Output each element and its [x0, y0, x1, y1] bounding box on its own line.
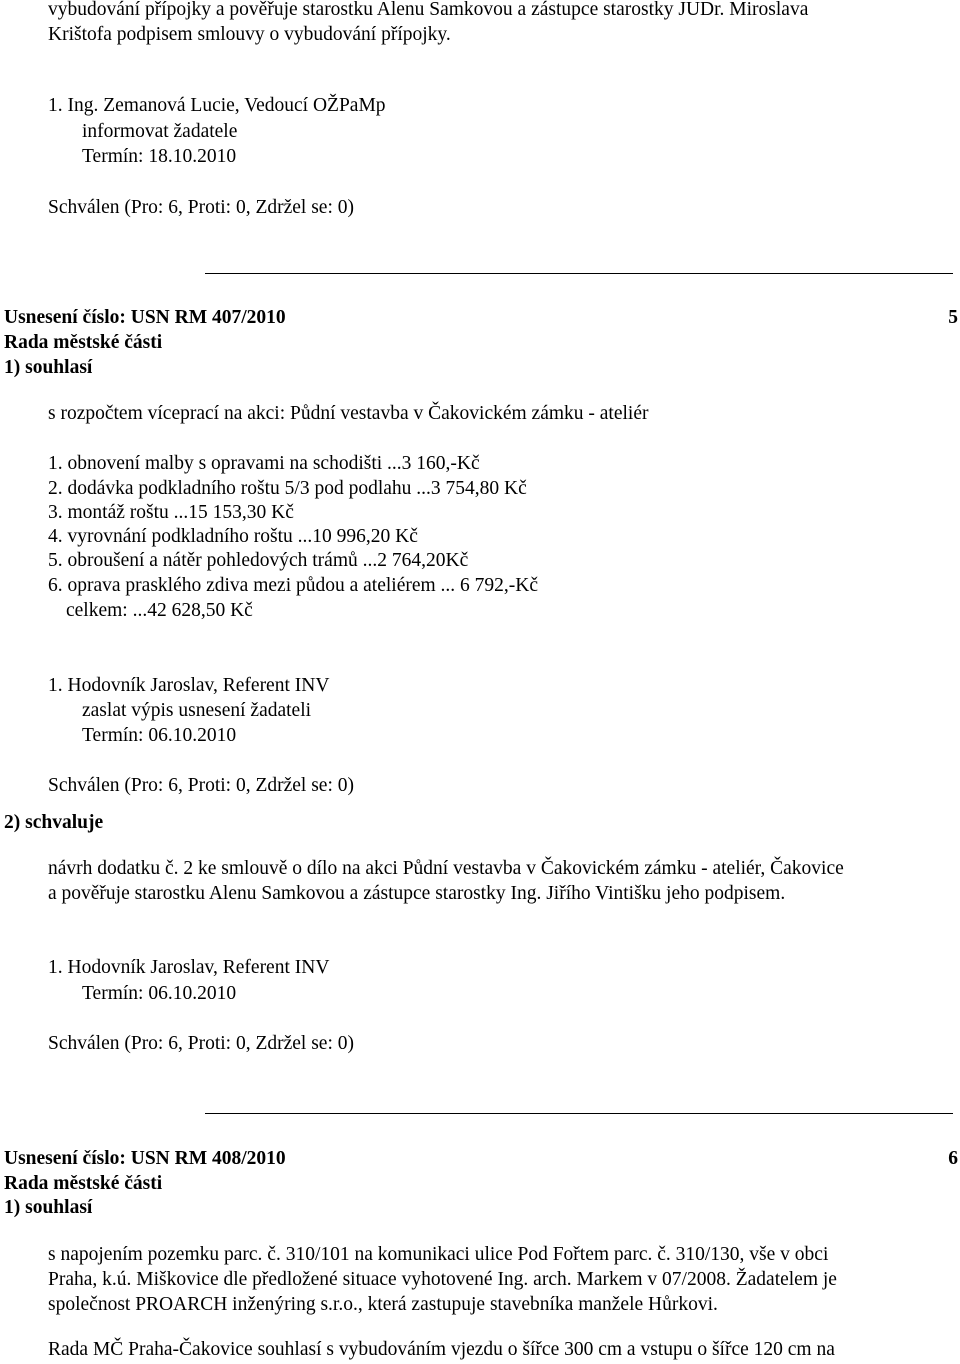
point-label: 2) schvaluje	[4, 812, 104, 833]
text-line: návrh dodatku č. 2 ke smlouvě o dílo na akci Půdní vestavba v Čakovickém zámku - ateliér, Čakovice	[48, 858, 844, 879]
task-deadline: Termín: 06.10.2010	[82, 725, 237, 746]
point-label: 1) souhlasí	[4, 357, 93, 378]
approval-line: Schválen (Pro: 6, Proti: 0, Zdržel se: 0)	[48, 1033, 354, 1054]
page-number: 5	[948, 307, 958, 328]
task-assignee: 1. Hodovník Jaroslav, Referent INV	[48, 957, 330, 978]
section-divider	[205, 273, 953, 274]
task-deadline: Termín: 06.10.2010	[82, 983, 237, 1004]
text-line: vybudování přípojky a pověřuje starostku Alenu Samkovou a zástupce starostky JUDr. Miroslava	[48, 0, 809, 20]
resolution-title: Usnesení číslo: USN RM 407/2010	[4, 307, 286, 328]
text-line: Praha, k.ú. Miškovice dle předložené situace vyhotovené Ing. arch. Markem v 07/2008. Žadatelem je	[48, 1269, 837, 1290]
budget-item: 1. obnovení malby s opravami na schodišti ...3 160,-Kč	[48, 453, 480, 474]
task-action: zaslat výpis usnesení žadateli	[82, 700, 312, 721]
task-assignee: 1. Ing. Zemanová Lucie, Vedoucí OŽPaMp	[48, 95, 386, 116]
task-action: informovat žadatele	[82, 121, 238, 142]
page-number: 6	[948, 1148, 958, 1169]
resolution-title: Usnesení číslo: USN RM 408/2010	[4, 1148, 286, 1169]
text-line: společnost PROARCH inženýring s.r.o., která zastupuje stavebníka manžele Hůrkovi.	[48, 1294, 718, 1315]
point-intro: s rozpočtem víceprací na akci: Půdní vestavba v Čakovickém zámku - ateliér	[48, 403, 649, 424]
text-line: Krištofa podpisem smlouvy o vybudování přípojky.	[48, 24, 451, 45]
section-divider	[205, 1113, 953, 1114]
budget-item: 2. dodávka podkladního roštu 5/3 pod podlahu ...3 754,80 Kč	[48, 478, 527, 499]
point-label: 1) souhlasí	[4, 1197, 93, 1218]
text-line: Rada MČ Praha-Čakovice souhlasí s vybudováním vjezdu o šířce 300 cm a vstupu o šířce 120 cm na	[48, 1339, 835, 1360]
budget-item: 6. oprava prasklého zdiva mezi půdou a ateliérem ... 6 792,-Kč	[48, 575, 539, 596]
task-deadline: Termín: 18.10.2010	[82, 146, 237, 167]
budget-item: 4. vyrovnání podkladního roštu ...10 996,20 Kč	[48, 526, 418, 547]
text-line: s napojením pozemku parc. č. 310/101 na komunikaci ulice Pod Fořtem parc. č. 310/130, vše v obci	[48, 1244, 829, 1265]
budget-item: 5. obroušení a nátěr pohledových trámů ...2 764,20Kč	[48, 550, 469, 571]
text-line: a pověřuje starostku Alenu Samkovou a zástupce starostky Ing. Jiřího Vintišku jeho podpisem.	[48, 883, 786, 904]
budget-item: 3. montáž roštu ...15 153,30 Kč	[48, 502, 294, 523]
budget-total: celkem: ...42 628,50 Kč	[66, 600, 253, 621]
approval-line: Schválen (Pro: 6, Proti: 0, Zdržel se: 0)	[48, 197, 354, 218]
task-assignee: 1. Hodovník Jaroslav, Referent INV	[48, 675, 330, 696]
resolution-body: Rada městské části	[4, 1173, 163, 1194]
resolution-body: Rada městské části	[4, 332, 163, 353]
approval-line: Schválen (Pro: 6, Proti: 0, Zdržel se: 0)	[48, 775, 354, 796]
